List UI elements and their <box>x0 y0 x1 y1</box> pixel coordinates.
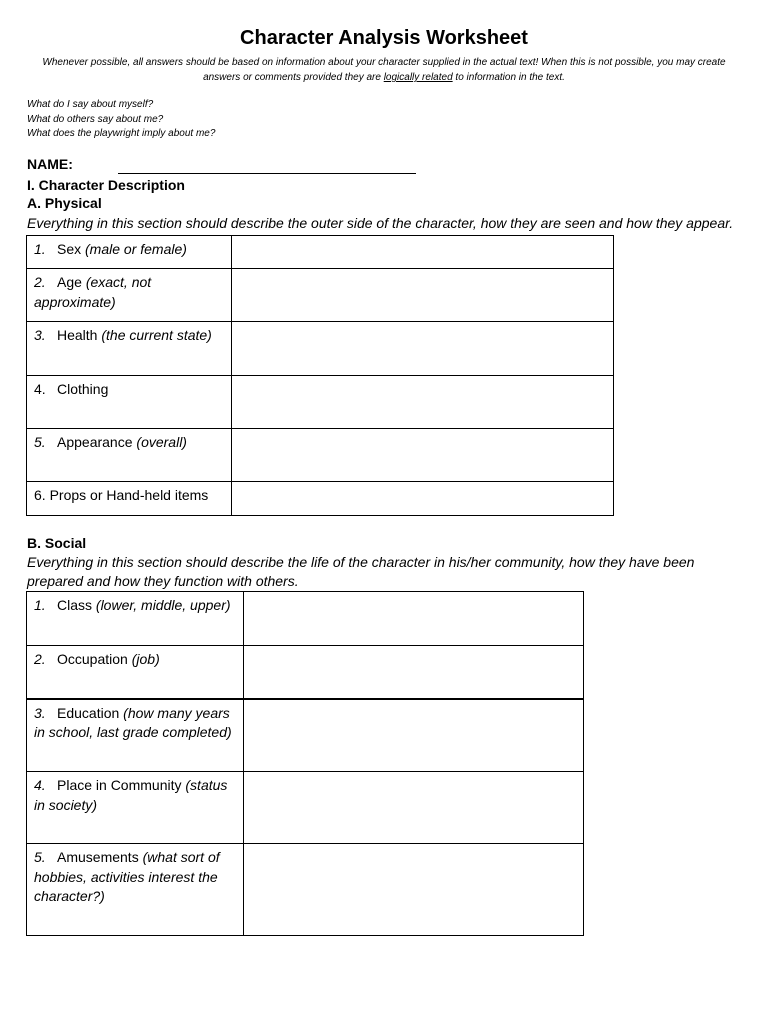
row-label <box>27 844 244 936</box>
social-description <box>27 553 694 591</box>
row-number: 5. <box>34 434 46 450</box>
row-label <box>27 322 232 376</box>
answer-cell[interactable] <box>231 236 613 269</box>
row-note: (male or female) <box>85 241 187 257</box>
row-label-text: Clothing <box>57 381 109 397</box>
table-row <box>27 376 614 429</box>
subsection-heading-social: B. Social <box>27 535 87 551</box>
row-label-text: Amusements <box>57 849 139 865</box>
social-description-line-2: prepared and how they function with others. <box>27 573 299 589</box>
guiding-questions <box>27 98 215 142</box>
physical-table <box>26 235 614 516</box>
row-label <box>27 236 232 269</box>
question-3: What does the playwright imply about me? <box>27 128 216 139</box>
row-label-text: Appearance <box>57 434 133 450</box>
row-label-text: 6. Props or Hand-held items <box>34 487 209 503</box>
row-number: 2. <box>34 651 46 667</box>
row-number: 2. <box>34 274 46 290</box>
instructions-text-end: to information in the text. <box>452 72 565 83</box>
row-note: (exact, not approximate) <box>34 274 152 310</box>
instructions-text: answers or comments provided they are <box>203 72 384 83</box>
table-row <box>27 322 614 376</box>
instructions-line-2 <box>30 70 738 85</box>
social-table <box>26 591 584 936</box>
table-row <box>27 482 614 516</box>
row-number: 3. <box>34 704 46 721</box>
table-row <box>27 699 584 772</box>
answer-cell[interactable] <box>231 376 613 429</box>
row-note: (how many years in school, last grade completed) <box>34 704 232 740</box>
row-note: (what sort of hobbies, activities interest the character?) <box>34 849 220 904</box>
table-row <box>27 772 584 844</box>
question-2: What do others say about me? <box>27 113 164 125</box>
instructions-line-1: Whenever possible, all answers should be based on information about your character supplied in the actual text! When this is not possible, you may create <box>42 57 726 68</box>
row-note: (status in society) <box>34 777 228 813</box>
row-label <box>27 429 232 482</box>
answer-cell[interactable] <box>243 772 583 844</box>
answer-cell[interactable] <box>231 269 613 322</box>
row-number: 4. <box>34 777 46 793</box>
answer-cell[interactable] <box>243 844 583 936</box>
social-description-line-1: Everything in this section should describe the life of the character in his/her community, how they have been <box>27 554 695 570</box>
row-label-text: Education <box>57 704 120 721</box>
answer-cell[interactable] <box>231 482 613 516</box>
answer-cell[interactable] <box>243 699 583 772</box>
name-label: NAME: <box>27 156 73 172</box>
row-note: (job) <box>131 651 160 667</box>
row-number: 4. <box>34 381 46 397</box>
table-row <box>27 269 614 322</box>
row-note: (lower, middle, upper) <box>95 597 231 613</box>
answer-cell[interactable] <box>243 646 583 699</box>
subsection-heading-physical: A. Physical <box>27 195 102 211</box>
section-heading-character-description: I. Character Description <box>27 177 185 193</box>
table-row <box>27 236 614 269</box>
row-note: (the current state) <box>101 327 212 343</box>
table-row <box>27 646 584 699</box>
worksheet-title: Character Analysis Worksheet <box>240 27 528 49</box>
row-number: 3. <box>34 327 46 343</box>
table-row <box>27 844 584 936</box>
question-1: What do I say about myself? <box>27 99 154 110</box>
row-label <box>27 592 244 646</box>
name-field[interactable] <box>118 173 416 174</box>
row-label-text: Occupation <box>57 651 128 667</box>
physical-description: Everything in this section should describe the outer side of the character, how they are seen and how they appear. <box>27 215 734 231</box>
underlined-phrase: logically related <box>383 72 453 83</box>
row-number: 1. <box>34 597 46 613</box>
row-label-text: Health <box>57 327 98 343</box>
row-label <box>27 699 244 772</box>
answer-cell[interactable] <box>243 592 583 646</box>
row-label-text: Sex <box>57 241 82 257</box>
row-number: 5. <box>34 849 46 865</box>
row-note: (overall) <box>136 434 187 450</box>
row-label <box>27 772 244 844</box>
row-label <box>27 376 232 429</box>
row-number: 1. <box>34 241 46 257</box>
answer-cell[interactable] <box>231 429 613 482</box>
table-row <box>27 592 584 646</box>
row-label <box>27 269 232 322</box>
row-label-text: Class <box>57 597 93 613</box>
row-label-text: Place in Community <box>57 777 182 793</box>
table-row <box>27 429 614 482</box>
row-label <box>27 482 232 516</box>
instructions <box>30 55 738 85</box>
row-label-text: Age <box>57 274 82 290</box>
answer-cell[interactable] <box>231 322 613 376</box>
row-label <box>27 646 244 699</box>
